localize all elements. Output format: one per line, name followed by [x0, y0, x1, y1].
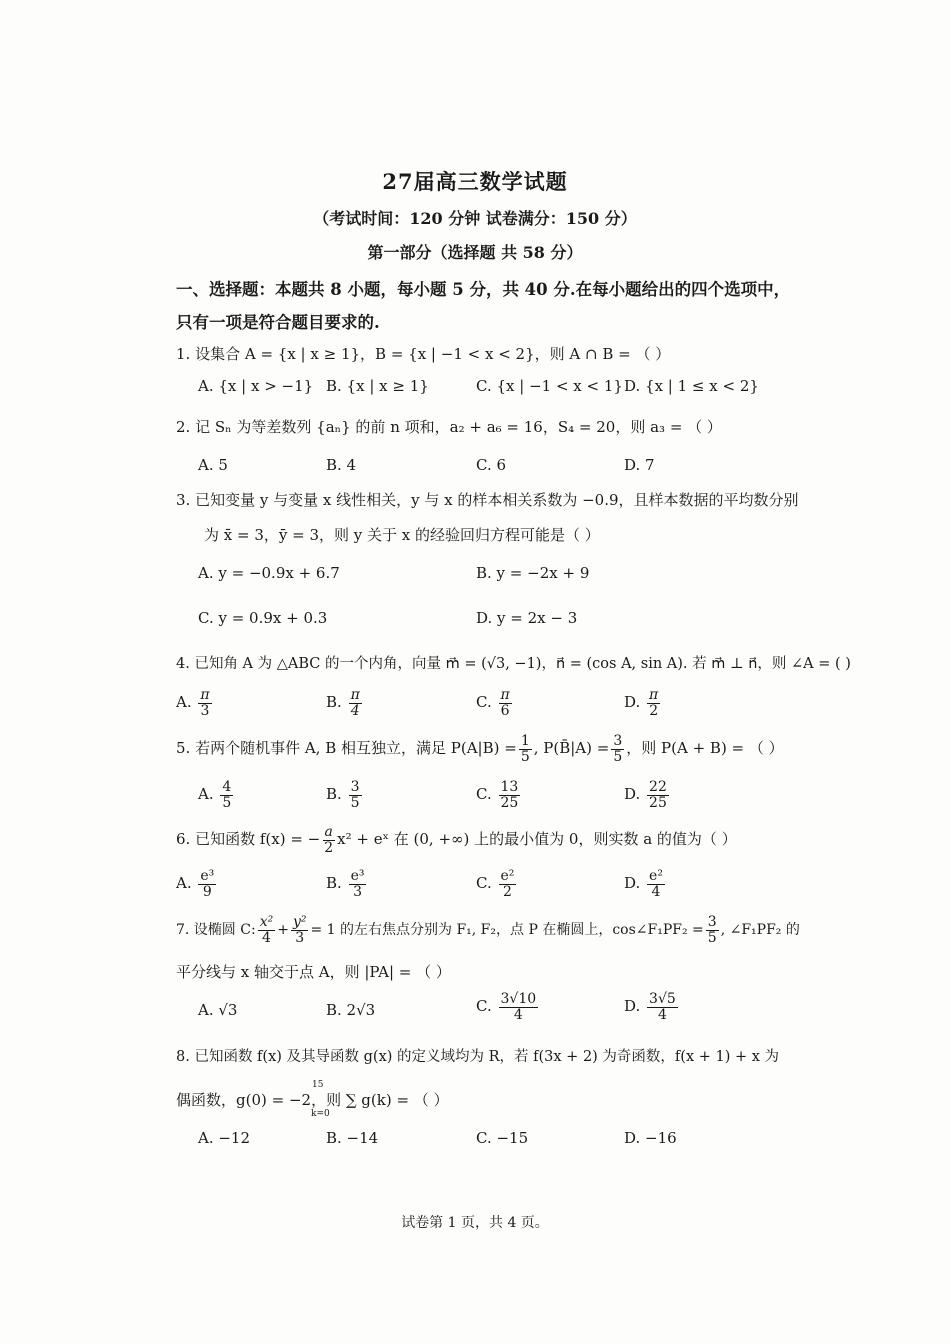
- q7-stem-fraction-3: [706, 915, 719, 945]
- q4-option-d-fraction: [647, 688, 660, 718]
- part-one-heading: 第一部分（选择题 共 58 分）: [367, 243, 583, 262]
- q4-option-c-fraction: [499, 688, 512, 718]
- q6-f-den: 2: [324, 839, 334, 856]
- q6-stem-pre: 6. 已知函数 f(x) = −: [176, 830, 321, 849]
- q4-a-den: 3: [200, 702, 210, 719]
- q2-option-d: D. 7: [624, 456, 655, 474]
- q6-stem-post: x² + eˣ 在 (0, +∞) 上的最小值为 0，则实数 a 的值为（ ）: [337, 830, 737, 849]
- q5-f1-num: 1: [520, 733, 530, 749]
- q5-option-b: [326, 780, 364, 810]
- q6-c-num: e²: [500, 868, 515, 884]
- question-3-stem: 3. 已知变量 y 与变量 x 线性相关，y 与 x 的样本相关系数为 −0.9，且样本数据的平均数分别: [176, 491, 799, 509]
- q7-option-c-fraction: [499, 992, 539, 1022]
- q7-c-den: 4: [513, 1006, 523, 1023]
- q5-option-d-label: D.: [624, 785, 641, 804]
- q6-stem-fraction: [322, 825, 335, 855]
- q7-option-d-fraction: [647, 992, 678, 1022]
- q6-option-c-fraction: [499, 869, 517, 899]
- q5-option-c-fraction: [499, 780, 521, 810]
- q7-d-num: 3√5: [649, 991, 676, 1007]
- q6-b-num: e³: [350, 868, 365, 884]
- q5-stem-fraction-1: [519, 734, 532, 764]
- q5-stem-pre: 5. 若两个随机事件 A, B 相互独立，满足 P(A|B) =: [176, 739, 517, 758]
- q7-f2-den: 3: [295, 929, 305, 946]
- q7-f1-num: x²: [259, 914, 274, 930]
- q5-option-a: [198, 780, 235, 810]
- q6-a-den: 9: [202, 883, 212, 900]
- q4-c-num: π: [500, 687, 510, 703]
- q5-option-d-fraction: [647, 780, 669, 810]
- q7-option-d-label: D.: [624, 997, 641, 1016]
- q5-a-num: 4: [222, 779, 232, 795]
- q4-option-c-label: C.: [476, 693, 492, 712]
- q5-f2-num: 3: [613, 733, 623, 749]
- q5-d-num: 22: [649, 779, 667, 795]
- q4-a-num: π: [200, 687, 210, 703]
- q8-option-a: A. −12: [198, 1129, 251, 1147]
- q5-d-den: 25: [649, 794, 667, 811]
- q4-option-b-fraction: [349, 688, 362, 718]
- q5-c-num: 13: [500, 779, 519, 795]
- q1-option-b: B. {x | x ≥ 1}: [326, 377, 429, 395]
- question-8-stem-cont: 偶函数，g(0) = −2，则 ∑ g(k) = （ ）: [176, 1091, 449, 1109]
- q5-stem-mid: , P(B̄|A) =: [533, 739, 610, 758]
- exam-title: 27届高三数学试题: [382, 169, 568, 194]
- section-one-instructions: 一、选择题：本题共 8 小题，每小题 5 分，共 40 分.在每小题给出的四个选项中，: [176, 280, 791, 299]
- q4-option-c: [476, 688, 514, 718]
- q5-option-a-label: A.: [198, 785, 214, 804]
- q7-stem-pre: 7. 设椭圆 C:: [176, 922, 256, 939]
- q4-b-num: π: [350, 687, 360, 703]
- q8-sum-upper-limit: 15: [312, 1080, 324, 1090]
- q3-option-a: A. y = −0.9x + 6.7: [198, 564, 340, 582]
- q4-d-den: 2: [649, 702, 659, 719]
- q7-stem-post: , ∠F₁PF₂ 的: [720, 922, 800, 939]
- q6-option-a-fraction: [198, 869, 216, 899]
- question-7-stem: [176, 915, 800, 945]
- q7-f1-den: 4: [261, 929, 271, 946]
- q7-stem-fraction-1: [258, 915, 276, 945]
- exam-info: （考试时间：120 分钟 试卷满分：150 分）: [313, 209, 637, 228]
- q7-stem-mid: = 1 的左右焦点分别为 F₁, F₂，点 P 在椭圆上，cos∠F₁PF₂ =: [310, 922, 704, 939]
- q3-option-d: D. y = 2x − 3: [476, 609, 578, 627]
- q3-option-c: C. y = 0.9x + 0.3: [198, 609, 328, 627]
- q2-option-b: B. 4: [326, 456, 357, 474]
- section-one-instructions-cont: 只有一项是符合题目要求的.: [176, 313, 380, 332]
- question-6-stem: [176, 825, 737, 855]
- q7-stem-fraction-2: [291, 915, 309, 945]
- q5-option-d: [624, 780, 671, 810]
- q5-f2-den: 5: [613, 748, 623, 765]
- question-2-stem: 2. 记 Sₙ 为等差数列 {aₙ} 的前 n 项和，a₂ + a₆ = 16，S₄ = 20，则 a₃ = （ ）: [176, 418, 722, 436]
- q7-option-a: A. √3: [198, 1001, 238, 1019]
- q5-option-b-fraction: [349, 780, 362, 810]
- q6-option-d-fraction: [647, 869, 665, 899]
- q7-plus: +: [277, 922, 289, 939]
- q6-option-b: [326, 869, 368, 899]
- page-footer: 试卷第 1 页，共 4 页。: [401, 1215, 549, 1231]
- q6-option-c-label: C.: [476, 874, 492, 893]
- q3-option-b: B. y = −2x + 9: [476, 564, 590, 582]
- q8-option-b: B. −14: [326, 1129, 379, 1147]
- q6-option-d: [624, 869, 667, 899]
- q7-option-c-label: C.: [476, 997, 492, 1016]
- q5-option-c-label: C.: [476, 785, 492, 804]
- q4-b-den: 4: [350, 702, 360, 719]
- q4-option-b-label: B.: [326, 693, 342, 712]
- q6-c-den: 2: [502, 883, 512, 900]
- q4-option-d: [624, 688, 662, 718]
- q1-option-a: A. {x | x > −1}: [198, 377, 314, 395]
- q5-option-a-fraction: [220, 780, 233, 810]
- question-7-stem-cont: 平分线与 x 轴交于点 A，则 |PA| = （ ）: [176, 963, 451, 981]
- q6-option-a-label: A.: [176, 874, 192, 893]
- q7-f3-num: 3: [707, 914, 717, 930]
- q7-f3-den: 5: [707, 929, 717, 946]
- q4-c-den: 6: [500, 702, 510, 719]
- q5-c-den: 25: [500, 794, 519, 811]
- q6-d-num: e²: [649, 868, 663, 884]
- q8-sum-lower-limit: k=0: [311, 1109, 330, 1119]
- q7-f2-num: y²: [292, 914, 307, 930]
- q5-option-c: [476, 780, 522, 810]
- q4-option-a: [176, 688, 214, 718]
- q4-option-a-label: A.: [176, 693, 192, 712]
- q1-option-c: C. {x | −1 < x < 1}: [476, 377, 623, 395]
- q6-option-c: [476, 869, 518, 899]
- q7-d-den: 4: [657, 1006, 667, 1023]
- q4-option-a-fraction: [198, 688, 211, 718]
- question-5-stem: [176, 734, 784, 764]
- q5-stem-fraction-2: [611, 734, 624, 764]
- q4-d-num: π: [649, 687, 659, 703]
- q8-option-c: C. −15: [476, 1129, 529, 1147]
- q7-option-d: [624, 992, 680, 1022]
- q8-option-d: D. −16: [624, 1129, 677, 1147]
- q4-option-b: [326, 688, 364, 718]
- q2-option-c: C. 6: [476, 456, 507, 474]
- q5-f1-den: 5: [520, 748, 530, 765]
- question-8-stem: 8. 已知函数 f(x) 及其导函数 g(x) 的定义域均为 R，若 f(3x + 2) 为奇函数，f(x + 1) + x 为: [176, 1049, 780, 1065]
- q6-a-num: e³: [200, 868, 215, 884]
- q1-option-d: D. {x | 1 ≤ x < 2}: [624, 377, 759, 395]
- q6-b-den: 3: [353, 883, 362, 900]
- q2-option-a: A. 5: [198, 456, 228, 474]
- q5-option-b-label: B.: [326, 785, 342, 804]
- q5-b-den: 5: [350, 794, 360, 811]
- q5-b-num: 3: [350, 779, 360, 795]
- q5-a-den: 5: [222, 794, 232, 811]
- q6-f-num: a: [324, 824, 333, 840]
- q7-option-b: B. 2√3: [326, 1001, 376, 1019]
- question-4-stem: 4. 已知角 A 为 △ABC 的一个内角，向量 m⃗ = (√3, −1)，n⃗ = (cos A, sin A). 若 m⃗ ⊥ n⃗，则 ∠A = ( ): [176, 656, 851, 672]
- q6-d-den: 4: [651, 883, 661, 900]
- question-3-stem-cont: 为 x̄ = 3，ȳ = 3，则 y 关于 x 的经验回归方程可能是（ ）: [204, 526, 600, 544]
- q7-option-c: [476, 992, 540, 1022]
- q6-option-b-fraction: [349, 869, 367, 899]
- q4-option-d-label: D.: [624, 693, 641, 712]
- q7-c-num: 3√10: [500, 991, 537, 1007]
- question-1-stem: 1. 设集合 A = {x | x ≥ 1}，B = {x | −1 < x < 2}，则 A ∩ B = （ ）: [176, 345, 671, 363]
- q5-stem-post: ，则 P(A + B) = （ ）: [626, 739, 784, 758]
- q6-option-d-label: D.: [624, 874, 641, 893]
- q6-option-a: [176, 869, 218, 899]
- q6-option-b-label: B.: [326, 874, 342, 893]
